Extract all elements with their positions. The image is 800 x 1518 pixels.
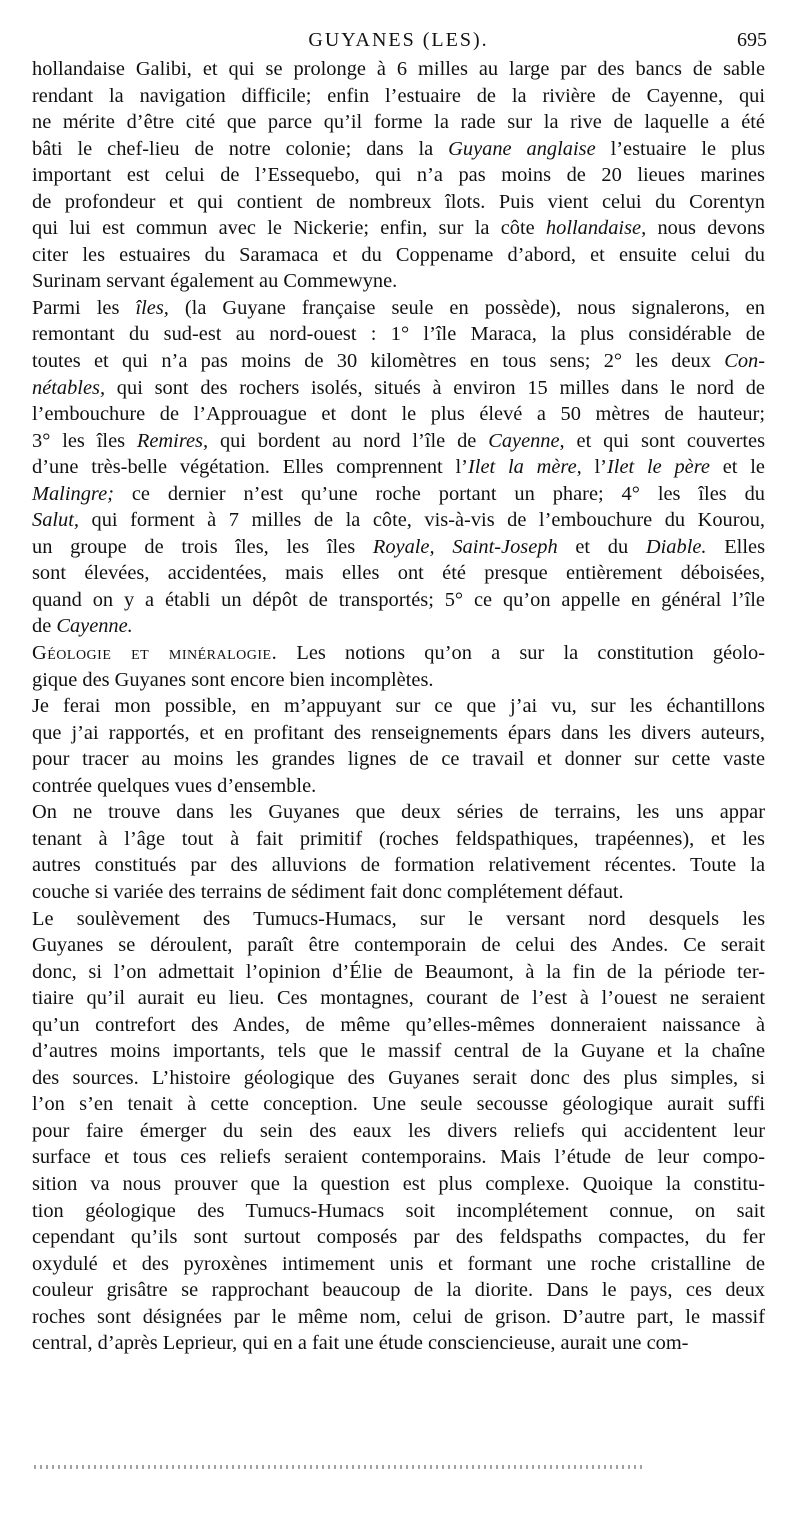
text-line bbox=[32, 189, 765, 216]
text-segment: tion géologique des Tumucs-Humacs soit incomplétement connue, on sait bbox=[32, 1199, 765, 1222]
text-segment: roches sont désignées par le même nom, celui de grison. D’autre part, le massif bbox=[32, 1305, 765, 1328]
paragraph bbox=[32, 693, 765, 799]
text-line bbox=[32, 1304, 765, 1331]
text-segment: l’embouchure de l’Approuague et dont le plus élevé a 50 mètres de hauteur; bbox=[32, 403, 765, 426]
text-line bbox=[32, 268, 765, 295]
text-segment: et le bbox=[709, 456, 765, 479]
italic-text: îles, bbox=[135, 296, 169, 319]
text-line bbox=[32, 428, 765, 455]
text-line bbox=[32, 1038, 765, 1065]
section-heading: Géologie et minéralogie. bbox=[32, 642, 278, 665]
text-line bbox=[32, 852, 765, 879]
text-segment: citer les estuaires du Saramaca et du Coppename d’abord, et ensuite celui du bbox=[32, 243, 765, 266]
text-segment: Parmi les bbox=[32, 296, 136, 319]
text-segment: Guyanes se déroulent, paraît être contemporain de celui des Andes. Ce serait bbox=[32, 934, 765, 957]
text-line bbox=[32, 746, 765, 773]
text-line bbox=[32, 906, 765, 933]
text-segment: surface et tous ces reliefs seraient contemporains. Mais l’étude de leur compo- bbox=[32, 1146, 765, 1169]
text-segment: gique des Guyanes sont encore bien incomplètes. bbox=[32, 668, 434, 691]
text-segment: tenant à l’âge tout à fait primitif (roches feldspathiques, trapéennes), et les bbox=[32, 827, 765, 850]
text-line bbox=[32, 1012, 765, 1039]
paragraph bbox=[32, 640, 765, 693]
text-line bbox=[32, 215, 765, 242]
text-segment: Elles bbox=[706, 535, 765, 558]
text-segment: couche si variée des terrains de sédiment fait donc complétement défaut. bbox=[32, 880, 624, 903]
text-line bbox=[32, 534, 765, 561]
text-line bbox=[32, 720, 765, 747]
text-segment: toutes et qui n’a pas moins de 30 kilomètres en tous sens; 2° les deux bbox=[32, 350, 725, 373]
text-line bbox=[32, 879, 765, 906]
text-line bbox=[32, 560, 765, 587]
text-line bbox=[32, 375, 765, 402]
italic-text: Guyane anglaise bbox=[448, 137, 596, 160]
text-segment: donc, si l’on admettait l’opinion d’Élie de Beaumont, à la fin de la période ter- bbox=[32, 960, 765, 983]
text-segment: ne mérite d’être cité que parce qu’il forme la rade sur la rive de laquelle a été bbox=[32, 111, 765, 134]
text-line bbox=[32, 242, 765, 269]
italic-text: nétables, bbox=[32, 376, 106, 399]
italic-text: Saint-Joseph bbox=[452, 535, 558, 558]
text-segment: sont élevées, accidentées, mais elles ont été presque entièrement déboisées, bbox=[32, 562, 765, 585]
text-segment: tiaire qu’il aurait eu lieu. Ces montagnes, courant de l’est à l’ouest ne seraient bbox=[32, 987, 765, 1010]
running-header bbox=[32, 26, 765, 54]
italic-text: Diable. bbox=[645, 535, 707, 558]
text-line bbox=[32, 321, 765, 348]
text-segment: nous devons bbox=[646, 217, 765, 240]
text-segment: (la Guyane française seule en possède), nous signalerons, en bbox=[168, 296, 765, 319]
text-segment: l’estuaire le plus bbox=[595, 137, 766, 160]
text-segment: autres constitués par des alluvions de formation relativement récentes. Toute la bbox=[32, 854, 765, 877]
text-line bbox=[32, 1224, 765, 1251]
italic-text: Ilet le père bbox=[606, 456, 710, 479]
text-line bbox=[32, 799, 765, 826]
text-line bbox=[32, 348, 765, 375]
text-line bbox=[32, 587, 765, 614]
text-line bbox=[32, 1144, 765, 1171]
document-page bbox=[32, 26, 765, 1357]
text-line bbox=[32, 481, 765, 508]
text-line bbox=[32, 295, 765, 322]
text-segment: oxydulé et des pyroxènes intimement unis et formant une roche cristalline de bbox=[32, 1252, 765, 1275]
text-segment: de bbox=[32, 615, 57, 638]
text-segment: On ne trouve dans les Guyanes que deux séries de terrains, les uns appar bbox=[32, 801, 765, 824]
text-segment: ce dernier n’est qu’une roche portant un phare; 4° les îles du bbox=[113, 482, 765, 505]
text-segment: rendant la navigation difficile; enfin l’estuaire de la rivière de Cayenne, qui bbox=[32, 84, 765, 107]
paragraph bbox=[32, 906, 765, 1357]
text-segment: pour faire émerger du sein des eaux les divers reliefs qui accidentent leur bbox=[32, 1119, 765, 1142]
text-segment: un groupe de trois îles, les îles bbox=[32, 535, 373, 558]
running-title: GUYANES (LES). bbox=[308, 29, 489, 51]
body-text bbox=[32, 56, 765, 1357]
text-segment: pour tracer au moins les grandes lignes de ce travail et donner sur cette vaste bbox=[32, 748, 765, 771]
text-segment: l’ bbox=[581, 456, 607, 479]
page-number: 695 bbox=[737, 29, 767, 51]
text-segment: qui lui est commun avec le Nickerie; enfin, sur la côte bbox=[32, 217, 546, 240]
text-segment: Les notions qu’on a sur la constitution géolo- bbox=[277, 642, 765, 665]
text-line bbox=[32, 507, 765, 534]
text-segment: remontant du sud-est au nord-ouest : 1° l’île Maraca, la plus considérable de bbox=[32, 323, 765, 346]
text-segment: d’autres moins importants, tels que le massif central de la Guyane et la chaîne bbox=[32, 1040, 765, 1063]
paragraph bbox=[32, 295, 765, 640]
text-segment: Je ferai mon possible, en m’appuyant sur ce que j’ai vu, sur les échantillons bbox=[32, 695, 765, 718]
text-segment: Surinam servant également au Commewyne. bbox=[32, 270, 398, 293]
text-line bbox=[32, 1277, 765, 1304]
text-line bbox=[32, 1251, 765, 1278]
text-line bbox=[32, 162, 765, 189]
text-line bbox=[32, 83, 765, 110]
text-segment: que j’ai rapportés, et en profitant des renseignements épars dans les divers auteurs, bbox=[32, 721, 765, 744]
text-segment: qu’un contrefort des Andes, de même qu’elles-mêmes donneraient naissance à bbox=[32, 1013, 765, 1036]
text-segment: d’une très-belle végétation. Elles comprennent l’ bbox=[32, 456, 468, 479]
text-segment: cependant qu’ils sont surtout composés par des feldspaths compactes, du fer bbox=[32, 1226, 765, 1249]
text-line bbox=[32, 56, 765, 83]
italic-text: Cayenne, bbox=[488, 429, 565, 452]
text-line bbox=[32, 667, 765, 694]
text-segment: l’on s’en tenait à cette conception. Une seule secousse géologique aurait suffi bbox=[32, 1093, 765, 1116]
text-line bbox=[32, 613, 765, 640]
text-segment: et qui sont couvertes bbox=[564, 429, 766, 452]
italic-text: Malingre; bbox=[32, 482, 114, 505]
text-segment: qui sont des rochers isolés, situés à environ 15 milles dans le nord de bbox=[105, 376, 765, 399]
text-line bbox=[32, 1091, 765, 1118]
italic-text: Royale, bbox=[372, 535, 435, 558]
text-segment: bâti le chef-lieu de notre colonie; dans la bbox=[32, 137, 449, 160]
text-line bbox=[32, 693, 765, 720]
text-line bbox=[32, 932, 765, 959]
text-segment: central, d’après Leprieur, qui en a fait une étude consciencieuse, aurait une com- bbox=[32, 1332, 689, 1355]
text-line bbox=[32, 1118, 765, 1145]
text-line bbox=[32, 1065, 765, 1092]
text-line bbox=[32, 640, 765, 667]
paragraph bbox=[32, 56, 765, 295]
text-line bbox=[32, 826, 765, 853]
text-line bbox=[32, 1171, 765, 1198]
text-segment: important est celui de l’Essequebo, qui n’a pas moins de 20 lieues marines bbox=[32, 164, 765, 187]
text-segment: hollandaise Galibi, et qui se prolonge à 6 milles au large par des bancs de sable bbox=[32, 58, 765, 80]
text-segment: quand on y a établi un dépôt de transportés; 5° ce qu’on appelle en général l’île bbox=[32, 588, 765, 611]
text-line bbox=[32, 773, 765, 800]
paragraph bbox=[32, 799, 765, 905]
italic-text: Remires, bbox=[136, 429, 209, 452]
text-line bbox=[32, 959, 765, 986]
text-segment: qui bordent au nord l’île de bbox=[208, 429, 489, 452]
text-line bbox=[32, 109, 765, 136]
text-segment: Le soulèvement des Tumucs-Humacs, sur le versant nord desquels les bbox=[32, 907, 765, 930]
text-segment: couleur grisâtre se rapprochant beaucoup de la diorite. Dans le pays, ces deux bbox=[32, 1279, 765, 1302]
text-line bbox=[32, 401, 765, 428]
text-line bbox=[32, 1198, 765, 1225]
text-segment bbox=[435, 536, 453, 558]
text-line bbox=[32, 985, 765, 1012]
text-segment: de profondeur et qui contient de nombreux îlots. Puis vient celui du Corentyn bbox=[32, 190, 765, 213]
italic-text: Salut, bbox=[32, 509, 80, 532]
italic-text: Con- bbox=[724, 350, 765, 373]
text-segment: et du bbox=[557, 535, 646, 558]
italic-text: hollandaise, bbox=[545, 217, 647, 240]
text-line bbox=[32, 136, 765, 163]
italic-text: Cayenne. bbox=[56, 615, 133, 638]
text-segment: qui forment à 7 milles de la côte, vis-à-vis de l’embouchure du Kourou, bbox=[79, 509, 765, 532]
page-footer-rule bbox=[34, 1465, 644, 1469]
text-segment: contrée quelques vues d’ensemble. bbox=[32, 774, 317, 797]
italic-text: Ilet la mère, bbox=[467, 456, 582, 479]
text-line bbox=[32, 454, 765, 481]
text-segment: sition va nous prouver que la question est plus complexe. Quoique la constitu- bbox=[32, 1172, 765, 1195]
text-segment: 3° les îles bbox=[32, 429, 137, 452]
text-line bbox=[32, 1330, 765, 1357]
text-segment: des sources. L’histoire géologique des Guyanes serait donc des plus simples, si bbox=[32, 1066, 765, 1089]
